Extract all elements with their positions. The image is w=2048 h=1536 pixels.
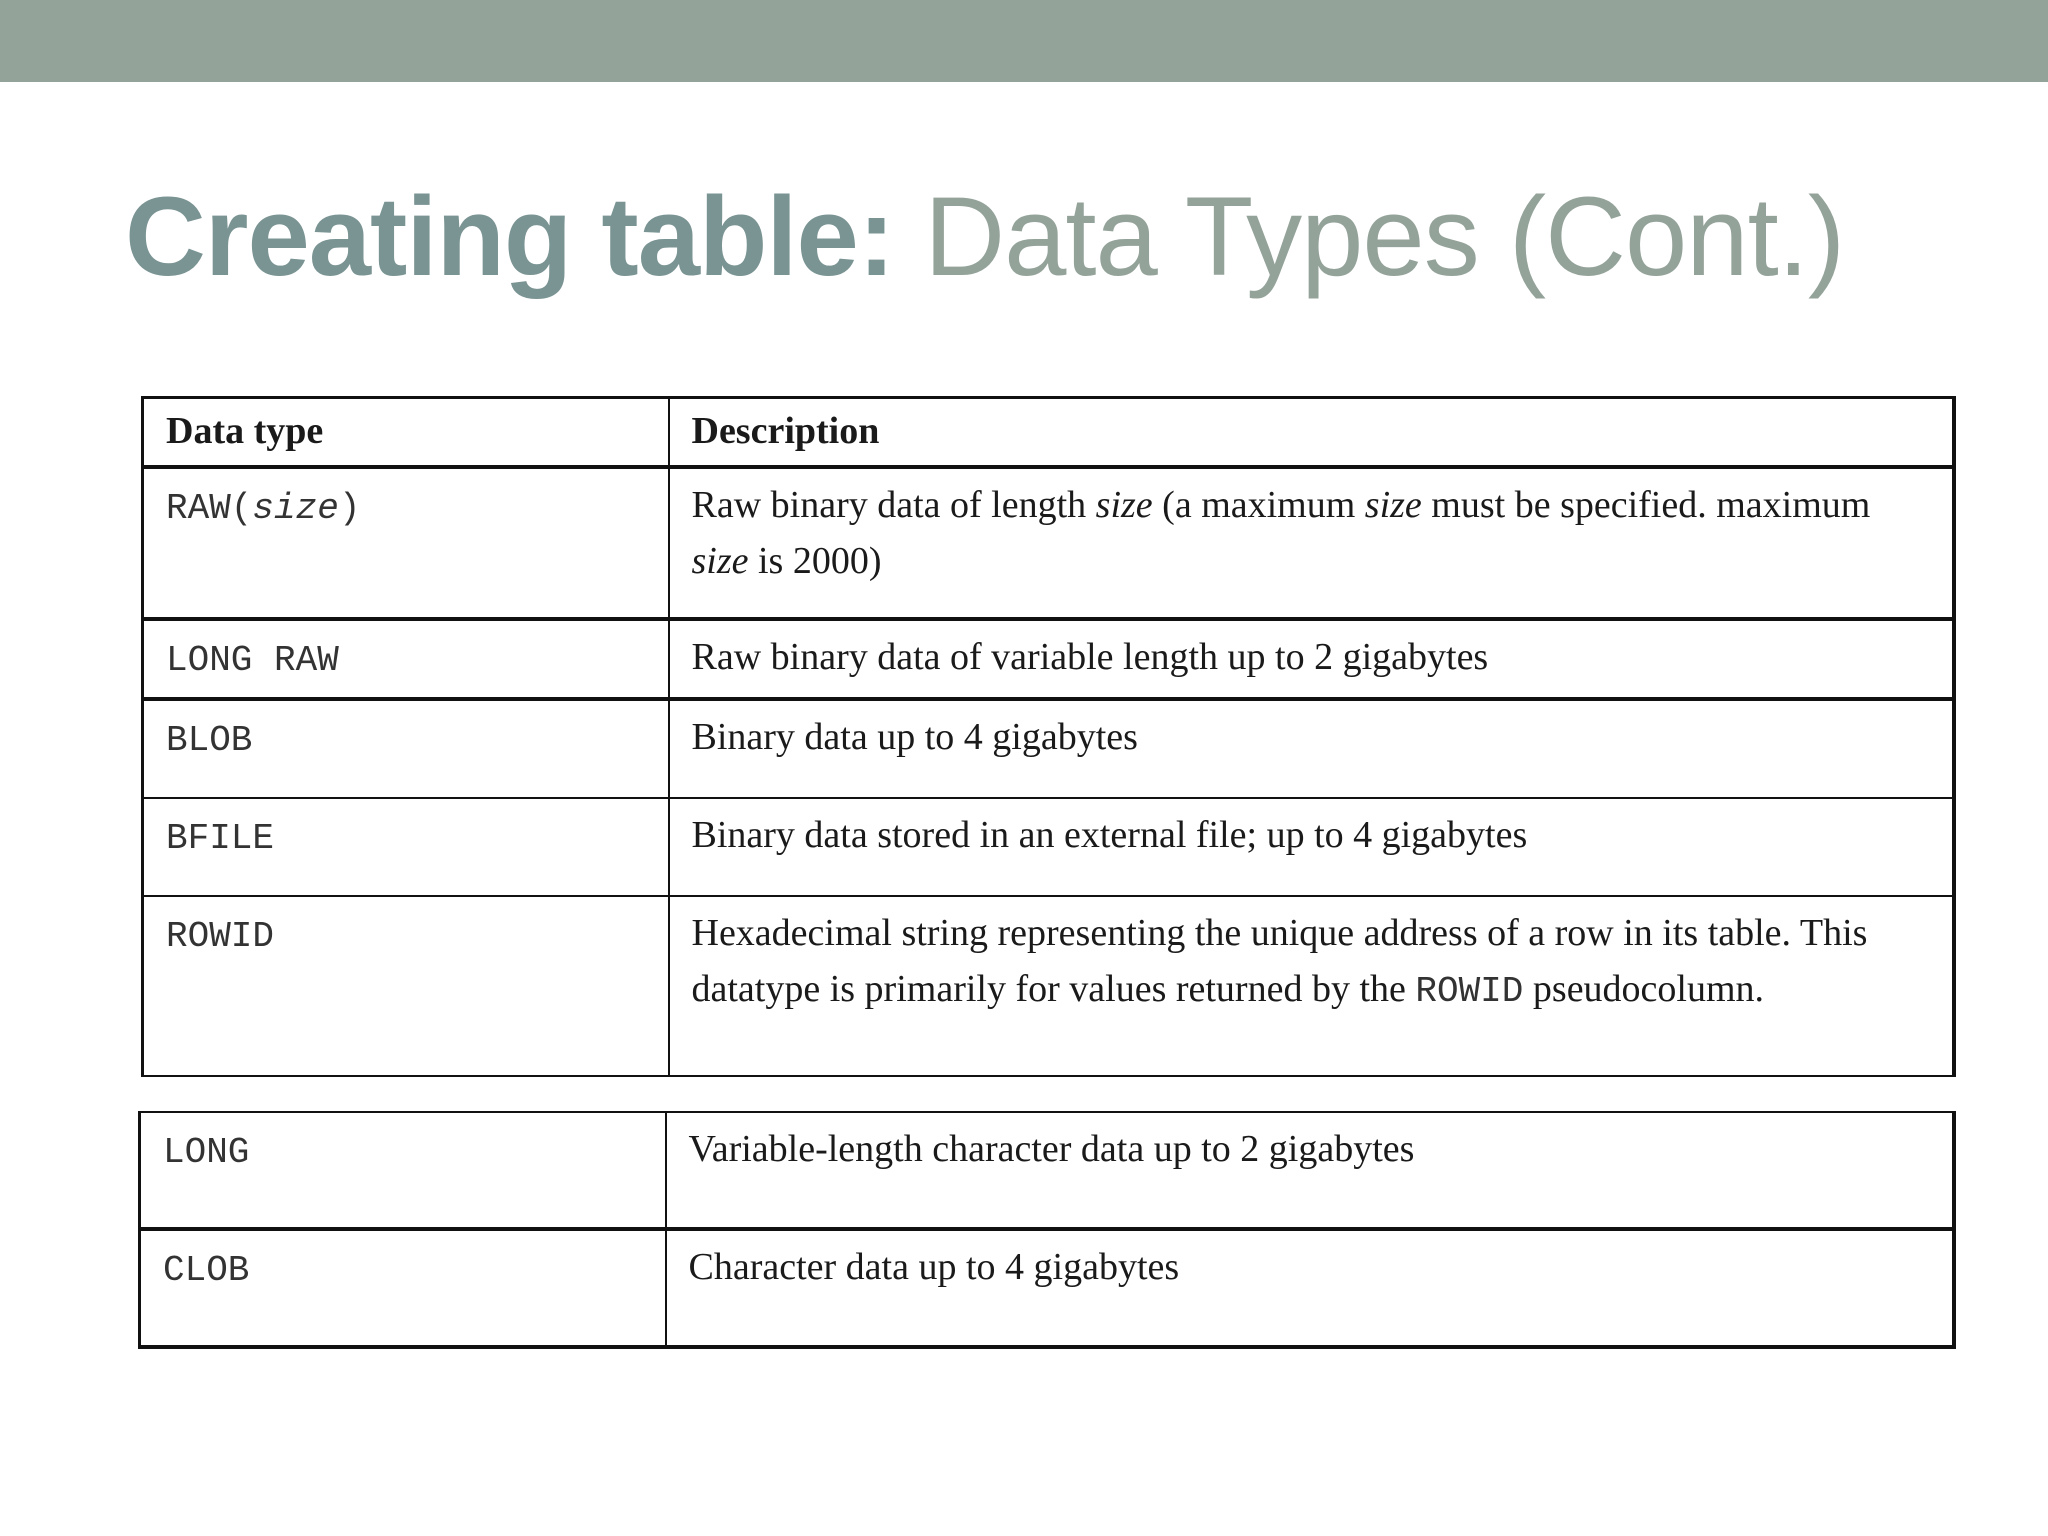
desc-text: must be specified. maximum: [1421, 484, 1871, 526]
description-cell: [669, 896, 1954, 1076]
type-close: ): [338, 488, 361, 529]
slide-title: [125, 172, 1844, 302]
top-band: [0, 0, 2048, 82]
data-types-table-continued: [138, 1111, 1956, 1349]
title-light: Data Types (Cont.): [924, 174, 1845, 299]
desc-italic: size: [691, 540, 749, 582]
description-cell: Binary data up to 4 gigabytes: [669, 699, 1954, 798]
table-row: [143, 896, 1954, 1076]
data-type-cell: ROWID: [143, 896, 669, 1076]
data-type-cell: [143, 467, 669, 619]
data-type-cell: CLOB: [140, 1229, 666, 1347]
title-bold: Creating table:: [125, 174, 895, 299]
description-cell: Character data up to 4 gigabytes: [666, 1229, 1954, 1347]
header-data-type: Data type: [143, 398, 669, 468]
desc-text: Hexadecimal string representing the unique address of a row in its table. This datatype is primarily for values returned by the: [691, 912, 1868, 1010]
description-cell: [669, 467, 1954, 619]
type-param: size: [252, 488, 339, 529]
desc-text: Raw binary data of length: [691, 484, 1096, 526]
data-type-cell: LONG: [140, 1112, 666, 1229]
data-type-cell: BFILE: [143, 798, 669, 896]
desc-italic: size: [1364, 484, 1422, 526]
desc-code: ROWID: [1415, 971, 1524, 1012]
description-cell: Raw binary data of variable length up to 2 gigabytes: [669, 619, 1954, 699]
data-type-cell: BLOB: [143, 699, 669, 798]
table-row: [143, 467, 1954, 619]
data-types-table: [141, 396, 1956, 1077]
table-row: [143, 699, 1954, 798]
table-header-row: [143, 398, 1954, 468]
desc-italic: size: [1095, 484, 1153, 526]
desc-text: is 2000): [748, 540, 882, 582]
description-cell: Binary data stored in an external file; up to 4 gigabytes: [669, 798, 1954, 896]
table-row: [140, 1112, 1954, 1229]
table-row: [143, 619, 1954, 699]
description-cell: Variable-length character data up to 2 gigabytes: [666, 1112, 1954, 1229]
table-row: [143, 798, 1954, 896]
data-type-cell: LONG RAW: [143, 619, 669, 699]
header-description: Description: [669, 398, 1954, 468]
desc-text: pseudocolumn.: [1523, 968, 1765, 1010]
desc-text: (a maximum: [1152, 484, 1365, 526]
table-row: [140, 1229, 1954, 1347]
type-main: RAW(: [166, 488, 253, 529]
